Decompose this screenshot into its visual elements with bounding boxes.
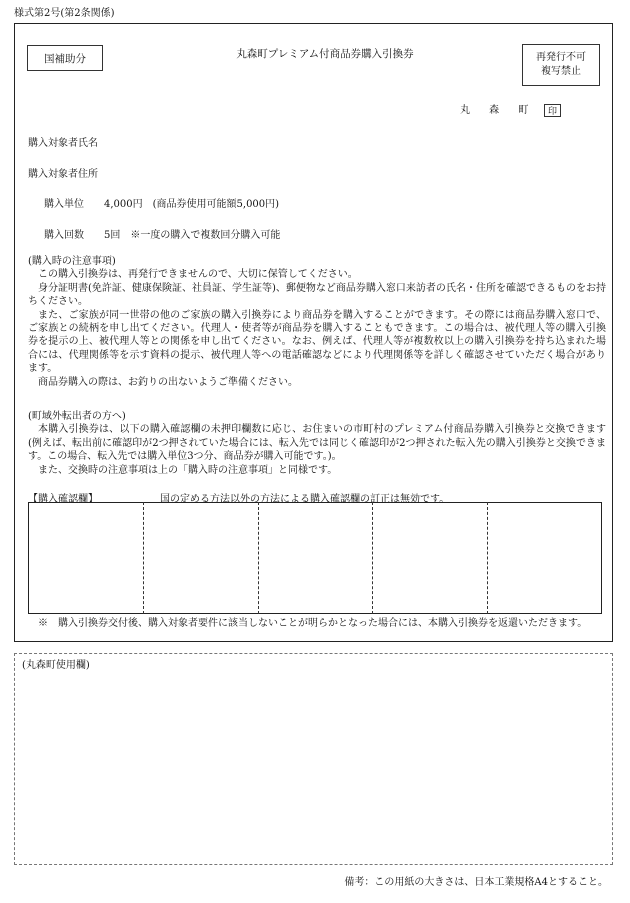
- no-reissue-box: [522, 44, 600, 86]
- confirm-stamp-area: [28, 502, 602, 614]
- moving-notes: [28, 410, 606, 477]
- confirm-note: 国の定める方法以外の方法による購入確認欄の訂正は無効です。: [160, 494, 450, 505]
- purchaser-name-label: 購入対象者氏名: [28, 138, 98, 149]
- purchase-note-1: この購入引換券は、再発行できませんので、大切に保管してください。: [38, 269, 358, 281]
- purchase-note-2: 身分証明書(免許証、健康保険証、社員証、学生証等)、郵便物など商品券購入窓口来訪者の氏名・住所を確認できるものをお持ちください。: [28, 282, 606, 308]
- purchaser-address-label: 購入対象者住所: [28, 169, 98, 180]
- form-number: 様式第2号(第2条関係): [14, 8, 115, 19]
- confirm-divider: [372, 502, 373, 614]
- purchase-notes: [28, 255, 606, 389]
- town-use-area: [14, 653, 613, 865]
- seal-stamp-box: 印: [544, 104, 561, 117]
- moving-note-1: 本購入引換券は、以下の購入確認欄の未押印欄数に応じ、お住まいの市町村のプレミアム付商品券購入引換券と交換できます(例えば、転出前に確認印が2つ押されていた場合には、転入先では同じく確認印が2つ押された転入先の購入引換券と交換できます。この場合、転入先では購入単位3つ分、商品券が購入可能です。)。: [28, 424, 606, 463]
- no-reissue-line-2: 複写禁止: [541, 66, 581, 77]
- moving-note-2: また、交換時の注意事項は上の「購入時の注意事項」と同様です。: [38, 464, 338, 476]
- town-use-label: (丸森町使用欄): [22, 660, 90, 671]
- moving-notes-heading: (町域外転出者の方へ): [28, 411, 126, 422]
- purchase-unit: 購入単位 4,000円 (商品券使用可能額5,000円): [44, 199, 280, 210]
- confirm-divider: [487, 502, 488, 614]
- footer-remark: 備考：この用紙の大きさは、日本工業規格A4とすること。: [344, 877, 608, 888]
- purchase-note-4: 商品券購入の際は、お釣りの出ないようご準備ください。: [38, 376, 298, 388]
- confirm-label: 【購入確認欄】: [28, 494, 98, 505]
- subsidy-label: 国補助分: [44, 52, 86, 65]
- confirm-divider: [258, 502, 259, 614]
- confirm-divider: [143, 502, 144, 614]
- purchase-note-3: また、ご家族が同一世帯の他のご家族の購入引換券により商品券を購入することができます。その際には商品券購入窓口で、ご家族との続柄を申し出てください。代理人・使者等が商品券を購入することもできます。この場合は、被代理人等の購入引換券を提示の上、被代理人等との関係を申し出てください。なお、例えば、代理人等が複数枚以上の購入引換券を持ち込まれた場合には、代理関係等を示す資料の提示、被代理人等への電話確認などにより代理関係等を詳しく確認させていただく場合があります。: [28, 309, 606, 375]
- subsidy-label-box: [27, 45, 103, 71]
- return-note: ※ 購入引換券交付後、購入対象者要件に該当しないことが明らかとなった場合には、本購入引換券を返還いただきます。: [38, 618, 588, 629]
- document-title: 丸森町プレミアム付商品券購入引換券: [236, 48, 414, 60]
- purchase-count: 購入回数 5回 ※一度の購入で複数回分購入可能: [44, 230, 281, 241]
- issuer-name: 丸 森 町: [460, 105, 537, 116]
- no-reissue-line-1: 再発行不可: [536, 52, 586, 63]
- purchase-notes-heading: (購入時の注意事項): [28, 256, 116, 267]
